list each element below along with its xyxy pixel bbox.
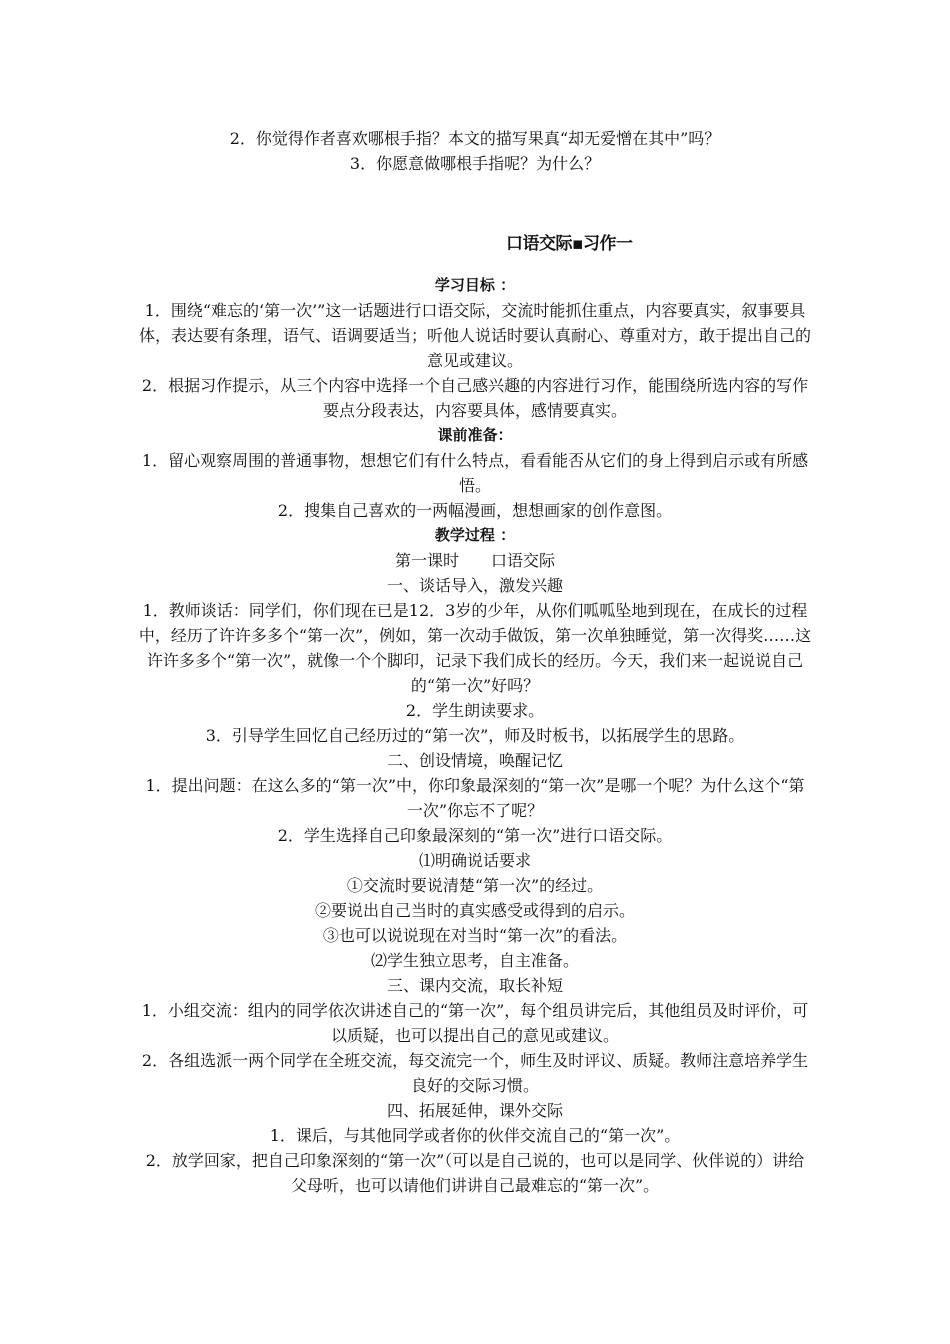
part1-item-1: 1．教师谈话：同学们，你们现在已是12．3岁的少年，从你们呱呱坠地到现在，在成长的过程中，经历了许许多多个“第一次”，例如，第一次动手做饭，第一次单独睡觉，第一次得奖……这许许多多个“第一次”，就像一个个脚印，记录下我们成长的经历。今天，我们来一起说说自己的“第一次”好吗？ [138,601,812,695]
part3-item-1: 1．小组交流：组内的同学依次讲述自己的“第一次”，每个组员讲完后，其他组员及时评价，可以质疑，也可以提出自己的意见或建议。 [141,1001,809,1045]
prep-heading: 课前准备： [437,426,513,444]
part2-sub-1b: ②要说出自己当时的真实感受或得到的启示。 [314,901,635,920]
part2-item-1: 1．提出问题：在这么多的“第一次”中，你印象最深刻的“第一次”是哪一个呢？为什么这个“第一次”你忘不了呢？ [145,776,805,820]
part1-title: 一、谈话导入，激发兴趣 [386,576,563,595]
question-2: 2．你觉得作者喜欢哪根手指？本文的描写果真“却无爱憎在其中”吗？ [229,129,721,148]
part2-sub-1: ⑴明确说话要求 [418,851,531,870]
part2-sub-1c: ③也可以说说现在对当时“第一次”的看法。 [322,926,628,945]
goal-item-2: 2．根据习作提示，从三个内容中选择一个自己感兴趣的内容进行习作，能围绕所选内容的写作要点分段表达，内容要具体，感情要真实。 [141,376,809,420]
part2-item-2: 2．学生选择自己印象最深刻的“第一次”进行口语交际。 [277,826,673,845]
part4-title: 四、拓展延伸，课外交际 [386,1101,563,1120]
goal-item-1: 1．围绕“难忘的‘第一次’”这一话题进行口语交际，交流时能抓住重点，内容要真实，叙事要具体，表达要有条理，语气、语调要适当；听他人说话时要认真耐心、尊重对方，敢于提出自己的意见或建议。 [138,301,811,370]
part4-item-2: 2．放学回家，把自己印象深刻的“第一次”（可以是自己说的，也可以是同学、伙伴说的）讲给父母听，也可以请他们讲讲自己最难忘的“第一次”。 [145,1151,805,1195]
part2-title: 二、创设情境，唤醒记忆 [386,751,563,770]
question-3: 3．你愿意做哪根手指呢？为什么？ [349,154,601,173]
process-heading: 教学过程 ： [434,526,516,544]
previous-questions [138,126,812,176]
section-title: 口语交际▪习作一 [506,234,633,254]
part1-item-2: 2．学生朗读要求。 [405,701,545,720]
lesson-plan [138,273,812,1198]
part3-title: 三、课内交流，取长补短 [386,976,563,995]
part1-item-3: 3．引导学生回忆自己经历过的“第一次”，师及时板书，以拓展学生的思路。 [205,726,745,745]
part3-item-2: 2．各组选派一两个同学在全班交流，每交流完一个，师生及时评议、质疑。教师注意培养学生良好的交际习惯。 [141,1051,809,1095]
part2-sub-2: ⑵学生独立思考，自主准备。 [370,951,579,970]
part4-item-1: 1．课后，与其他同学或者你的伙伴交流自己的“第一次”。 [269,1126,681,1145]
prep-item-1: 1．留心观察周围的普通事物，想想它们有什么特点，看看能否从它们的身上得到启示或有所感悟。 [141,451,809,495]
part2-sub-1a: ①交流时要说清楚“第一次”的经过。 [346,876,604,895]
lesson-title: 第一课时 口语交际 [394,551,555,570]
prep-item-2: 2．搜集自己喜欢的一两幅漫画，想想画家的创作意图。 [277,501,673,520]
goals-heading: 学习目标 ： [434,276,516,294]
